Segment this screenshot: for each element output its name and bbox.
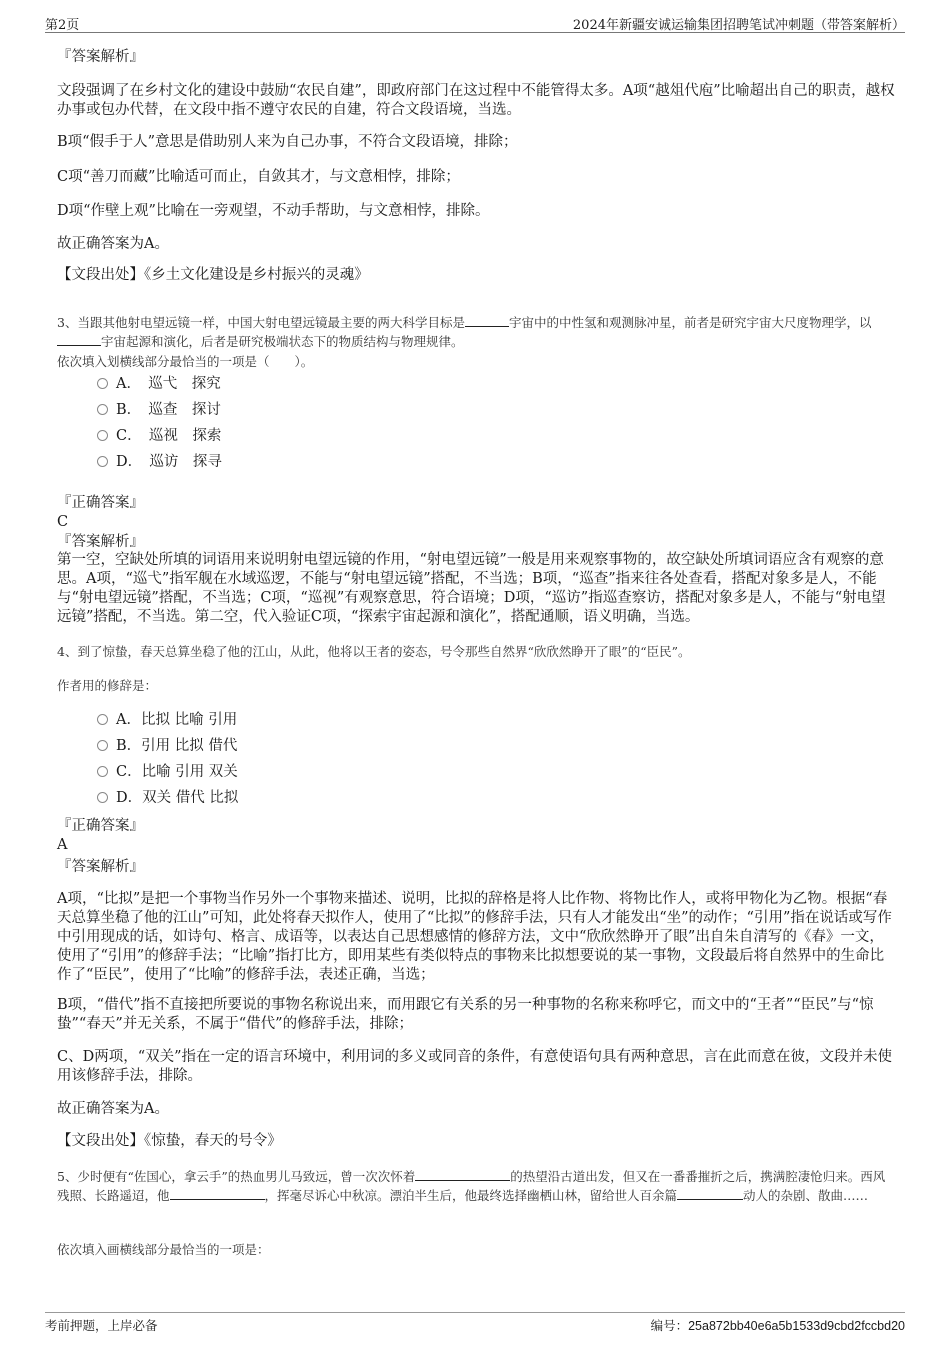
q5-blank-1 bbox=[415, 1168, 510, 1181]
q5-blank-3 bbox=[677, 1187, 743, 1200]
q4-analysis-option-b: B项，“借代”指不直接把所要说的事物名称说出来，而用跟它有关系的另一种事物的名称来称呼它，而文中的“王者”“臣民”与“惊蛰”“春天”并无关系，不属于“借代”的修辞手法，排除； bbox=[57, 997, 874, 1032]
q5-blank-2 bbox=[170, 1187, 265, 1200]
q3-analysis: 第一空，空缺处所填的词语用来说明射电望远镜的作用，“射电望远镜”一般是用来观察事物的，故空缺处所填词语应含有观察的意思。A项，“巡弋”指军舰在水域巡逻，不能与“射电望远镜”搭配，不当选；B项，“巡查”指来往各处查看，搭配对象多是人，不能与“射电望远镜”搭配，不当选；C项，“巡视”有观察意思，符合语境；D项，“巡访”指巡查察访，搭配对象多是人，不能与“射电望远镜”搭配，不当选。第二空，代入验证C项，“探索宇宙起源和演化”，搭配通顺，语义明确，当选。 bbox=[57, 552, 886, 625]
footer-serial bbox=[651, 1316, 905, 1334]
q4-option-b-label: B．引用 比拟 借代 bbox=[116, 738, 238, 754]
q4-option-d[interactable] bbox=[97, 788, 238, 808]
radio-icon[interactable] bbox=[97, 792, 108, 803]
q3-prompt: 依次填入划横线部分最恰当的一项是（ ）。 bbox=[57, 354, 314, 369]
document-title: 2024年新疆安诚运输集团招聘笔试冲刺题（带答案解析） bbox=[572, 18, 905, 33]
q3-option-a[interactable] bbox=[97, 374, 221, 394]
q2-analysis-paragraph: 文段强调了在乡村文化的建设中鼓励“农民自建”，即政府部门在这过程中不能管得太多。A项“越俎代庖”比喻超出自己的职责，越权办事或包办代替，在文段中指不遵守农民的自建，符合文段语境，当选。 bbox=[57, 83, 895, 118]
q2-analysis-option-b: B项“假手于人”意思是借助别人来为自己办事，不符合文段语境，排除； bbox=[57, 134, 518, 150]
page-footer bbox=[45, 1312, 905, 1335]
q3-option-d-label: D． 巡访 探寻 bbox=[116, 454, 222, 470]
q3-answer-title: 『正确答案』 bbox=[57, 495, 144, 511]
q5-stem-part-3: ，挥毫尽诉心中秋凉。漂泊半生后，他最终选择幽栖山林，留给世人百余篇 bbox=[264, 1188, 678, 1203]
q3-answer: C bbox=[57, 514, 69, 530]
radio-icon[interactable] bbox=[97, 404, 108, 415]
footer-motto: 考前押题，上岸必备 bbox=[45, 1318, 158, 1333]
q3-option-b[interactable] bbox=[97, 400, 221, 420]
q3-stem-part-1: 3、当跟其他射电望远镜一样，中国大射电望远镜最主要的两大科学目标是 bbox=[57, 315, 465, 330]
page-number: 第2页 bbox=[45, 18, 80, 33]
q4-option-c[interactable] bbox=[97, 762, 238, 782]
q2-source: 【文段出处】《乡土文化建设是乡村振兴的灵魂》 bbox=[57, 267, 369, 283]
radio-icon[interactable] bbox=[97, 378, 108, 389]
q4-analysis-option-a: A项，“比拟”是把一个事物当作另外一个事物来描述、说明，比拟的辞格是将人比作物、将物比作人，或将甲物化为乙物。根据“春天总算坐稳了他的江山”可知，此处将春天拟作人，使用了“比拟”的修辞手法，只有人才能发出“坐”的动作；“引用”指在说话或写作中引用现成的话，如诗句、格言、成语等，以表达自己思想感情的修辞方法，文中“欣欣然睁开了眼”出自朱自清写的《春》一文，使用了“引用”的修辞手法；“比喻”指打比方，即用某些有类似特点的事物来比拟想要说的某一事物，文段最后将自然界中的生命比作了“臣民”，使用了“比喻”的修辞手法，表述正确，当选； bbox=[57, 891, 892, 983]
radio-icon[interactable] bbox=[97, 456, 108, 467]
q5-stem-part-2: 的热望沿古道出发，但又在一番番摧折之后，携满腔凄怆归来。西风残照、长路遥迢，他 bbox=[57, 1169, 886, 1203]
q4-option-d-label: D．双关 借代 比拟 bbox=[116, 790, 239, 806]
q3-option-c-label: C． 巡视 探索 bbox=[116, 428, 222, 444]
footer-serial-code: 25a872bb40e6a5b1533d9cbd2fccbd20 bbox=[688, 1319, 905, 1333]
footer-serial-label: 编号： bbox=[650, 1318, 689, 1333]
q2-analysis-option-d: D项“作壁上观”比喻在一旁观望，不动手帮助，与文意相悖，排除。 bbox=[57, 203, 490, 219]
q4-option-a-label: A．比拟 比喻 引用 bbox=[116, 712, 238, 728]
radio-icon[interactable] bbox=[97, 714, 108, 725]
q2-analysis-option-c: C项“善刀而藏”比喻适可而止，自敛其才，与文意相悖，排除； bbox=[57, 169, 460, 185]
q5-prompt: 依次填入画横线部分最恰当的一项是： bbox=[57, 1242, 270, 1257]
q4-option-c-label: C．比喻 引用 双关 bbox=[116, 764, 238, 780]
q4-analysis-title: 『答案解析』 bbox=[57, 859, 144, 875]
radio-icon[interactable] bbox=[97, 766, 108, 777]
q4-option-b[interactable] bbox=[97, 736, 237, 756]
q4-source: 【文段出处】《惊蛰，春天的号令》 bbox=[57, 1133, 282, 1149]
q4-stem: 4、到了惊蛰，春天总算坐稳了他的江山，从此，他将以王者的姿态，号令那些自然界“欣欣然睁开了眼”的“臣民”。 bbox=[57, 644, 691, 659]
q3-stem-part-2: 宇宙中的中性氢和观测脉冲星，前者是研究宇宙大尺度物理学，以 bbox=[508, 315, 872, 330]
q4-prompt: 作者用的修辞是： bbox=[57, 678, 158, 693]
q5-stem bbox=[57, 1167, 897, 1205]
q4-answer: A bbox=[57, 837, 68, 853]
q4-option-a[interactable] bbox=[97, 710, 237, 730]
q5-stem-part-4: 动人的杂剧、散曲…… bbox=[743, 1188, 869, 1203]
q4-analysis-option-cd: C、D两项，“双关”指在一定的语言环境中，利用词的多义或同音的条件，有意使语句具有两种意思，言在此而意在彼，文段并未使用该修辞手法，排除。 bbox=[57, 1049, 893, 1084]
q3-analysis-title: 『答案解析』 bbox=[57, 534, 144, 550]
q3-option-a-label: A． 巡弋 探究 bbox=[116, 376, 221, 392]
q2-analysis-title: 『答案解析』 bbox=[57, 49, 144, 65]
q3-blank-1 bbox=[465, 314, 509, 327]
q3-option-b-label: B． 巡查 探讨 bbox=[116, 402, 221, 418]
radio-icon[interactable] bbox=[97, 430, 108, 441]
q3-stem-part-3: 宇宙起源和演化，后者是研究极端状态下的物质结构与物理规律。 bbox=[101, 334, 464, 349]
q4-answer-title: 『正确答案』 bbox=[57, 818, 144, 834]
q5-stem-part-1: 5、少时便有“佐国心，拿云手”的热血男儿马致远，曾一次次怀着 bbox=[57, 1169, 416, 1184]
q3-option-c[interactable] bbox=[97, 426, 221, 446]
page-header bbox=[45, 12, 905, 33]
q2-conclusion: 故正确答案为A。 bbox=[57, 236, 169, 252]
q3-blank-2 bbox=[57, 333, 101, 346]
radio-icon[interactable] bbox=[97, 740, 108, 751]
q3-stem bbox=[57, 313, 897, 351]
q4-conclusion: 故正确答案为A。 bbox=[57, 1101, 169, 1117]
q3-option-d[interactable] bbox=[97, 452, 222, 472]
